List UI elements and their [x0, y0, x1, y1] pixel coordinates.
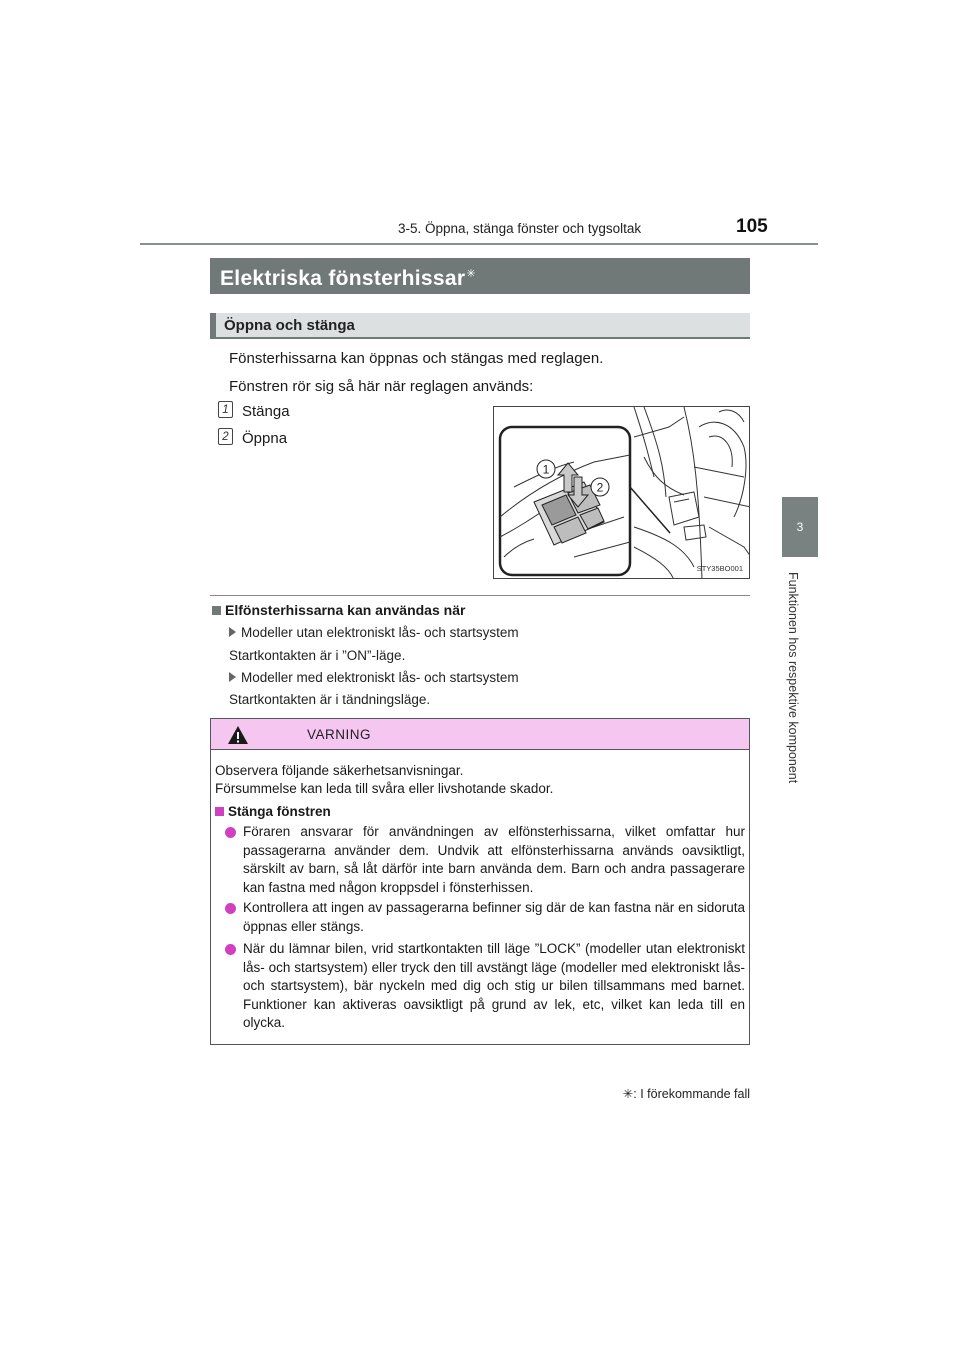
callout-2: 2 [596, 480, 604, 495]
section-header: 3-5. Öppna, stänga fönster och tygsoltak [398, 221, 642, 236]
section-separator [210, 595, 750, 596]
warning-bullet-1 [225, 823, 745, 897]
page-number: 105 [736, 216, 768, 237]
warning-header [211, 719, 749, 750]
warning-heading-text: Stänga fönstren [228, 804, 331, 819]
warning-bullet-2-text: Kontrollera att ingen av passagerarna befinner sig där de kan fastna när en sidoruta öppnas eller stängs. [243, 900, 745, 934]
footnote-mark: ✳ [622, 1087, 634, 1101]
step-number-1: 1 [218, 401, 233, 418]
warning-bullet-2 [225, 899, 745, 936]
step-label-1: Stänga [242, 403, 290, 420]
usage-state-2: Startkontakten är i tändningsläge. [229, 692, 431, 707]
warning-intro-1: Observera följande säkerhetsanvisningar. [215, 763, 464, 778]
usage-heading-text: Elfönsterhissarna kan användas när [225, 602, 466, 618]
bullet-dot-icon [225, 903, 236, 914]
warning-box [210, 718, 750, 1045]
usage-model-2 [229, 670, 519, 685]
warning-intro-2: Försummelse kan leda till svåra eller livshotande skador. [215, 781, 554, 796]
door-panel-drawing [494, 407, 750, 579]
subsection-heading: Öppna och stänga [210, 313, 750, 339]
usage-model-1 [229, 625, 519, 640]
square-bullet-icon [212, 606, 221, 615]
usage-state-1: Startkontakten är i ”ON”-läge. [229, 648, 406, 663]
triangle-bullet-icon [229, 627, 236, 637]
intro-line-1: Fönsterhissarna kan öppnas och stängas med reglagen. [229, 350, 604, 367]
title-text: Elektriska fönsterhissar [220, 267, 466, 290]
warning-label: VARNING [307, 727, 372, 742]
warning-heading [215, 803, 331, 822]
page-title [210, 258, 750, 294]
title-mark: ✳ [466, 268, 476, 280]
usage-heading [212, 602, 465, 618]
window-switch-illustration [493, 406, 750, 579]
bullet-dot-icon [225, 827, 236, 838]
warning-bullet-1-text: Föraren ansvarar för användningen av elfönsterhissarna, vilket omfattar hur passagerarna använder dem. Undvik att elfönsterhissarna används oavsiktligt, särskilt av barn, så låt därför inte barn använda dem. Barn och andra passagerare kan fastna med någon kroppsdel i fönsterhissen. [243, 824, 745, 895]
callout-1: 1 [542, 462, 550, 477]
footnote-text: : I förekommande fall [633, 1087, 750, 1101]
usage-model-2-text: Modeller med elektroniskt lås- och startsystem [241, 670, 519, 685]
step-number-2: 2 [218, 428, 233, 445]
warning-bullet-3-text: När du lämnar bilen, vrid startkontakten till läge ”LOCK” (modeller utan elektroniskt lås- och startsystem) eller tryck den till avstängt läge (modeller med elektroniskt lås- och startsystem), bär nyckeln med dig och stig ur bilen tillsammans med barnet. Funktioner kan aktiveras oavsiktligt på grund av lek, etc, vilket kan leda till en olycka. [243, 941, 745, 1030]
square-bullet-icon [215, 807, 224, 816]
chapter-label: Funktionen hos respektive komponent [786, 572, 800, 784]
warning-icon [227, 725, 249, 745]
header-rule [140, 243, 818, 245]
step-label-2: Öppna [242, 430, 288, 447]
intro-line-2: Fönstren rör sig så här när reglagen används: [229, 378, 534, 395]
usage-model-1-text: Modeller utan elektroniskt lås- och startsystem [241, 625, 519, 640]
warning-bullet-3 [225, 940, 745, 1033]
figure-caption: STY35BO001 [696, 564, 743, 573]
bullet-dot-icon [225, 944, 236, 955]
chapter-tab [782, 497, 818, 557]
footnote [623, 1086, 750, 1101]
triangle-bullet-icon [229, 672, 236, 682]
chapter-number: 3 [796, 520, 804, 534]
